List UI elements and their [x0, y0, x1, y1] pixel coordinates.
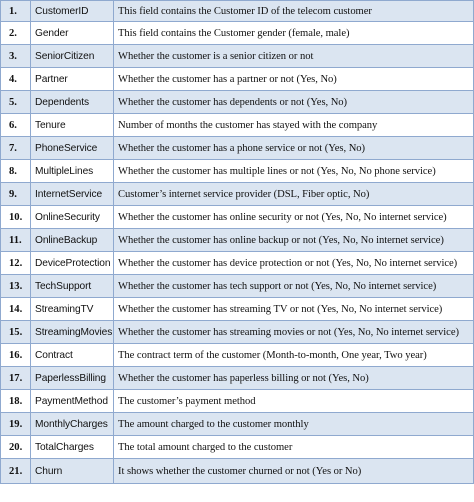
attribute-description: Whether the customer has streaming movies or not (Yes, No, No internet service) [114, 321, 474, 344]
row-number: 18. [1, 390, 31, 413]
row-number: 9. [1, 183, 31, 206]
row-number: 7. [1, 137, 31, 160]
attribute-name: TechSupport [31, 275, 114, 298]
row-number: 2. [1, 22, 31, 45]
attribute-name: StreamingMovies [31, 321, 114, 344]
attribute-description: Whether the customer has dependents or not (Yes, No) [114, 91, 474, 114]
attribute-name: Partner [31, 68, 114, 91]
row-number: 3. [1, 45, 31, 68]
attribute-description: Number of months the customer has stayed with the company [114, 114, 474, 137]
attribute-description: Whether the customer is a senior citizen or not [114, 45, 474, 68]
row-number: 8. [1, 160, 31, 183]
table-row [1, 183, 474, 206]
attribute-table-body [1, 1, 474, 484]
attribute-description: Whether the customer has a partner or not (Yes, No) [114, 68, 474, 91]
row-number: 17. [1, 367, 31, 390]
table-row [1, 114, 474, 137]
table-row [1, 275, 474, 298]
table-row [1, 206, 474, 229]
attribute-name: MultipleLines [31, 160, 114, 183]
attribute-name: StreamingTV [31, 298, 114, 321]
table-row [1, 298, 474, 321]
attribute-name: Dependents [31, 91, 114, 114]
row-number: 4. [1, 68, 31, 91]
attribute-name: OnlineSecurity [31, 206, 114, 229]
table-row [1, 436, 474, 459]
attribute-description: Whether the customer has device protection or not (Yes, No, No internet service) [114, 252, 474, 275]
table-row [1, 344, 474, 367]
table-row [1, 252, 474, 275]
table-row [1, 367, 474, 390]
row-number: 5. [1, 91, 31, 114]
table-row [1, 91, 474, 114]
attribute-description: Whether the customer has paperless billing or not (Yes, No) [114, 367, 474, 390]
attribute-description: The total amount charged to the customer [114, 436, 474, 459]
attribute-description: This field contains the Customer gender (female, male) [114, 22, 474, 45]
table-row [1, 459, 474, 484]
attribute-description: This field contains the Customer ID of the telecom customer [114, 1, 474, 22]
table-row [1, 160, 474, 183]
attribute-name: Tenure [31, 114, 114, 137]
table-row [1, 45, 474, 68]
attribute-name: PaymentMethod [31, 390, 114, 413]
table-row [1, 229, 474, 252]
attribute-name: CustomerID [31, 1, 114, 22]
attribute-name: MonthlyCharges [31, 413, 114, 436]
attribute-description: Whether the customer has a phone service or not (Yes, No) [114, 137, 474, 160]
attribute-description: Whether the customer has online security or not (Yes, No, No internet service) [114, 206, 474, 229]
row-number: 21. [1, 459, 31, 484]
table-row [1, 22, 474, 45]
row-number: 15. [1, 321, 31, 344]
attribute-description: Customer’s internet service provider (DSL, Fiber optic, No) [114, 183, 474, 206]
table-row [1, 68, 474, 91]
table-row [1, 137, 474, 160]
row-number: 13. [1, 275, 31, 298]
attribute-name: PhoneService [31, 137, 114, 160]
table-row [1, 1, 474, 22]
attribute-name: DeviceProtection [31, 252, 114, 275]
row-number: 11. [1, 229, 31, 252]
row-number: 19. [1, 413, 31, 436]
attribute-description: It shows whether the customer churned or not (Yes or No) [114, 459, 474, 484]
attribute-description: The customer’s payment method [114, 390, 474, 413]
attribute-description: Whether the customer has online backup or not (Yes, No, No internet service) [114, 229, 474, 252]
row-number: 10. [1, 206, 31, 229]
row-number: 14. [1, 298, 31, 321]
attribute-name: OnlineBackup [31, 229, 114, 252]
row-number: 12. [1, 252, 31, 275]
row-number: 6. [1, 114, 31, 137]
attribute-name: Contract [31, 344, 114, 367]
attribute-description: The contract term of the customer (Month-to-month, One year, Two year) [114, 344, 474, 367]
attribute-description: The amount charged to the customer monthly [114, 413, 474, 436]
row-number: 20. [1, 436, 31, 459]
attribute-name: TotalCharges [31, 436, 114, 459]
attribute-name: SeniorCitizen [31, 45, 114, 68]
attribute-name: InternetService [31, 183, 114, 206]
attribute-name: Gender [31, 22, 114, 45]
attribute-name: PaperlessBilling [31, 367, 114, 390]
attribute-description: Whether the customer has tech support or not (Yes, No, No internet service) [114, 275, 474, 298]
table-row [1, 390, 474, 413]
table-row [1, 413, 474, 436]
attribute-description: Whether the customer has streaming TV or not (Yes, No, No internet service) [114, 298, 474, 321]
row-number: 16. [1, 344, 31, 367]
row-number: 1. [1, 1, 31, 22]
attribute-description: Whether the customer has multiple lines or not (Yes, No, No phone service) [114, 160, 474, 183]
attribute-name: Churn [31, 459, 114, 484]
table-row [1, 321, 474, 344]
